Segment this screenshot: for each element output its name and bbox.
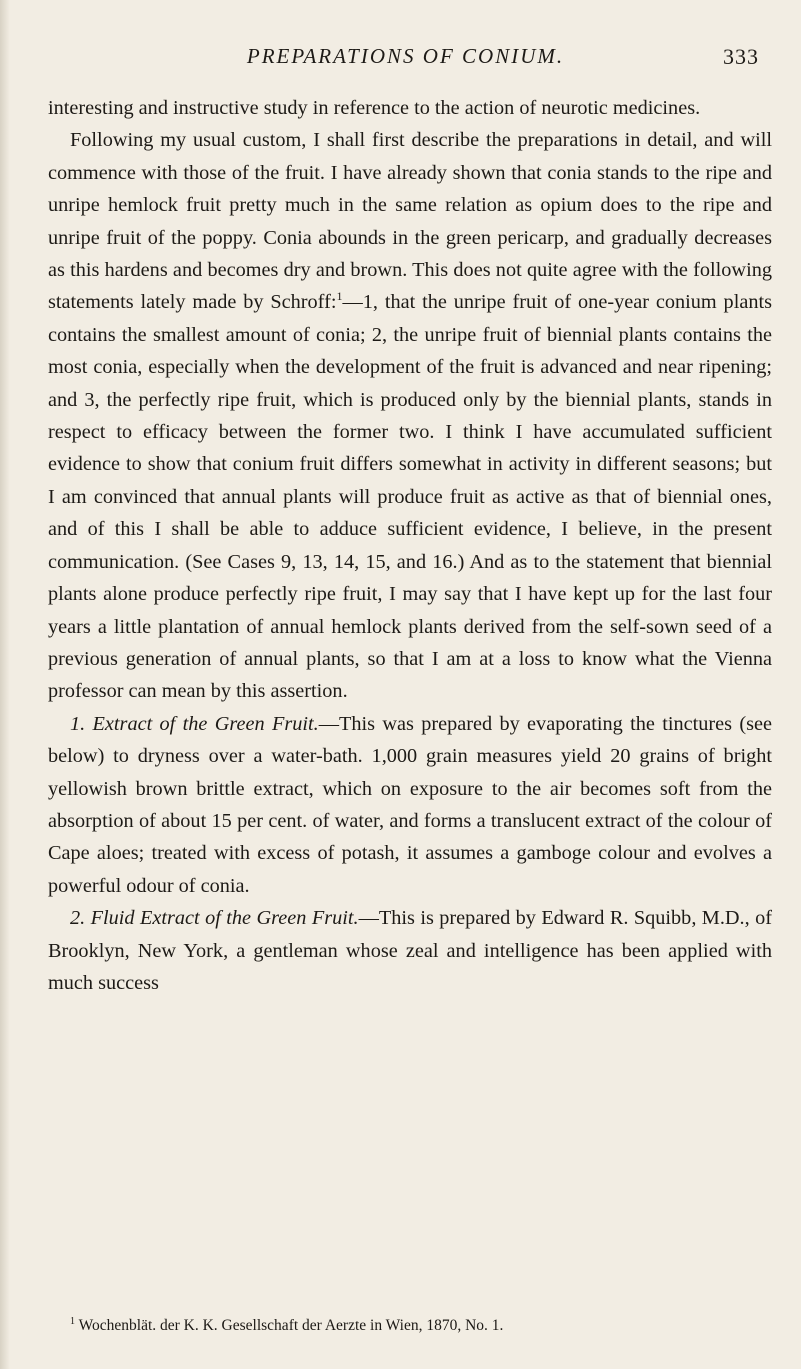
paragraph-text: —This was prepared by evaporating the tinctures (see below) to dryness over a water-bath. 1,000 grain measures yield 20 grains of bright yellowish brown brittle extract, which on exposure to the air becomes soft from the absorption of about 15 per cent. of water, and forms a translucent extract of the colour of Cape aloes; treated with excess of potash, it assumes a gamboge colour and evolves a powerful odour of conia. — [48, 712, 772, 897]
paragraph-continuation — [48, 92, 772, 124]
paragraph-text-after-ref: —1, that the unripe fruit of one-year conium plants contains the smallest amount of conia; 2, the unripe fruit of biennial plants contains the most conia, especially when the development of the fruit is advanced and near ripening; and 3, the perfectly ripe fruit, which is produced only by the biennial plants, stands in respect to efficacy between the former two. I think I have accumulated sufficient evidence to show that conium fruit differs somewhat in activity in different seasons; but I am convinced that annual plants will produce fruit as active as that of biennial ones, and of this I shall be able to adduce sufficient evidence, I believe, in the present communication. (See Cases 9, 13, 14, 15, and 16.) And as to the statement that biennial plants alone produce perfectly ripe fruit, I may say that I have kept up for the last four years a little plantation of annual hemlock plants derived from the self-sown seed of a previous generation of annual plants, so that I am at a loss to know what the Vienna professor can mean by this assertion. — [48, 291, 772, 703]
paragraph-schroff — [48, 124, 772, 707]
footnote-marker: 1 — [70, 1315, 75, 1327]
paragraph-extract-green-fruit — [48, 708, 772, 902]
body-text — [48, 92, 772, 999]
footnote-text: Wochenblät. der K. K. Gesellschaft der Aerzte in Wien, 1870, No. 1. — [78, 1317, 504, 1334]
paragraph-fluid-extract — [48, 902, 772, 999]
footnote — [48, 1315, 772, 1337]
section-heading-extract: 1. Extract of the Green Fruit. — [70, 712, 319, 735]
footnote-reference: 1 — [336, 289, 343, 304]
paragraph-text-before-ref: Following my usual custom, I shall first describe the preparations in detail, and will commence with those of the fruit. I have already shown that conia stands to the ripe and unripe hemlock fruit pretty much in the same relation as opium does to the ripe and unripe fruit of the poppy. Conia abounds in the green pericarp, and gradually decreases as this hardens and becomes dry and brown. This does not quite agree with the following statements lately made by Schroff: — [48, 129, 772, 314]
page-number: 333 — [723, 44, 759, 69]
section-heading-fluid-extract: 2. Fluid Extract of the Green Fruit. — [70, 907, 359, 930]
paragraph-text: —This is prepared by Edward R. Squibb, M.D., of Brooklyn, New York, a gentleman whose zeal and intelligence has been applied with much success — [48, 907, 772, 994]
paragraph-text: interesting and instructive study in reference to the action of neurotic medicines. — [48, 97, 701, 119]
running-title: PREPARATIONS OF CONIUM. — [246, 44, 565, 68]
running-head — [40, 44, 771, 74]
